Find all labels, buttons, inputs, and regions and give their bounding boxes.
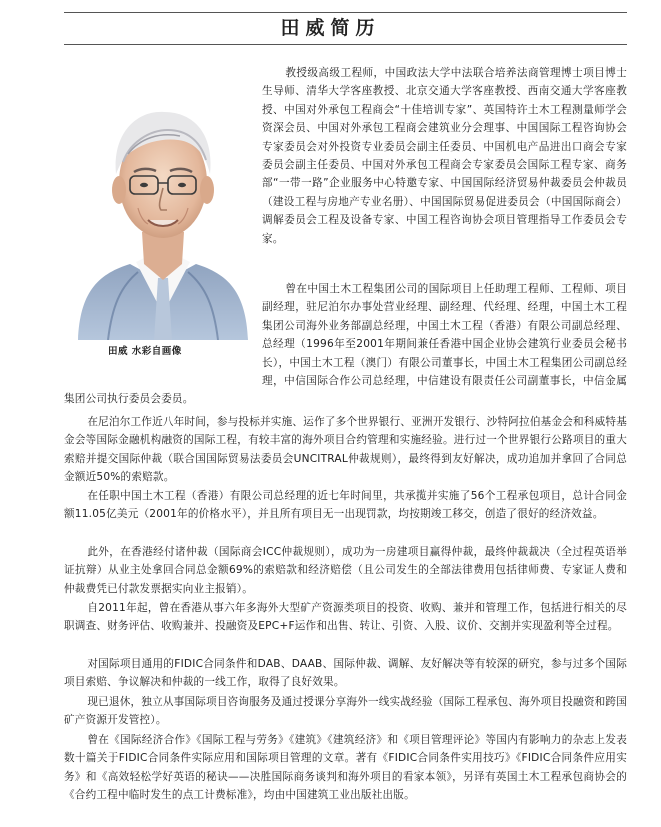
retirement-paragraph: 现已退休，独立从事国际项目咨询服务及通过授课分享海外一线实战经验（国际工程承包、海外项目投融资和跨国矿产资源开发管控）。 xyxy=(64,696,627,727)
publications-paragraph: 曾在《国际经济合作》《国际工程与劳务》《建筑》《建筑经济》和《项目管理评论》等国内有影响力的杂志上发表数十篇关于FIDIC合同条件实际应用和国际项目管理的文章。著有《FIDIC合同条件实用技巧》《FIDIC合同条件应用实务》和《高效轻松学好英语的秘诀——决胜国际商务谈判和海外项目的看家本领》，另译有英国土木工程承包商协会的《合约工程中临时发生的点工计费标准》，均由中国建筑工业出版社出版。 xyxy=(64,734,627,802)
nepal-paragraph: 在尼泊尔工作近八年时间，参与投标并实施、运作了多个世界银行、亚洲开发银行、沙特阿拉伯基金会和科威特基金会等国际金融机构融资的国际工程，有较丰富的海外项目合约管理和实施经验。进行过一个世界银行公路项目的重大索赔并提交国际仲裁（联合国国际贸易法委员会UNCITRAL仲裁规则），最终得到友好解决，成功追加并拿回了合同总金额近50%的索赔款。 xyxy=(64,416,627,484)
hong-kong-paragraph: 在任职中国土木工程（香港）有限公司总经理的近七年时间里，共承揽并实施了56个工程承包项目，总计合同金额11.05亿美元（2001年的价格水平），并且所有项目无一出现罚款，均按期竣工移交，创造了很好的经济效益。 xyxy=(64,490,627,521)
career-paragraph: 曾在中国土木工程集团公司的国际项目上任助理工程师、工程师、项目副经理，驻尼泊尔办事处营业经理、副经理、代经理、经理，中国土木工程集团公司海外业务部副总经理，中国土木工程（香港）有限公司副总经理、总经理（1996年至2001年期间兼任香港中国企业协会建筑行业委员会秘书长），中国土木工程（澳门）有限公司董事长，中国土木工程集团公司副总经理，中信国际合作公司总经理，中信建设有限责任公司副董事长，中信金属集团公司执行委员会委员。 xyxy=(64,283,627,406)
page-title: 田威简历 xyxy=(280,17,381,39)
title-top-rule xyxy=(64,12,627,13)
fidic-paragraph: 对国际项目通用的FIDIC合同条件和DAB、DAAB、国际仲裁、调解、友好解决等有较深的研究，参与过多个国际项目索赔、争议解决和仲裁的一线工作，取得了良好效果。 xyxy=(64,658,627,689)
mining-paragraph: 自2011年起，曾在香港从事六年多海外大型矿产资源类项目的投资、收购、兼并和管理工作，包括进行相关的尽职调查、财务评估、收购兼并、投融资及EPC+F运作和出售、转让、引资、入股、议价、交割并实现盈利等全过程。 xyxy=(64,602,627,633)
portrait-caption: 田威 水彩自画像 xyxy=(108,346,182,357)
arbitration-paragraph: 此外，在香港经付诸仲裁（国际商会ICC仲裁规则），成功为一房建项目赢得仲裁，最终仲裁裁决（全过程英语举证抗辩）从业主处拿回合同总金额69%的索赔款和经济赔偿（且公司发生的全部法律费用包括律师费、专家证人费和仲裁费凭已付款发票据实向业主报销）。 xyxy=(64,546,627,595)
title-bottom-rule xyxy=(64,44,627,45)
biography-paragraph: 教授级高级工程师，中国政法大学中法联合培养法商管理博士项目博士生导师、清华大学客座教授、北京交通大学客座教授、西南交通大学客座教授、中国对外承包工程商会“十佳培训专家”、英国特许土木工程测量师学会资深会员、中国对外承包工程商会建筑业分会理事、中国国际工程咨询协会专家委员会对外投资专业委员会副主任委员、中国机电产品进出口商会专家委员会副主任委员、中国对外承包工程商会专家委员会国际工程专家、商务部“一带一路”企业服务中心特邀专家、中国国际经济贸易仲裁委员会仲裁员（建设工程与房地产专业名册）、中国国际贸易促进委员会（中国国际商会）调解委员会工程及设备专家、中国工程咨询协会项目管理指导工作委员会专家。 xyxy=(262,67,627,245)
